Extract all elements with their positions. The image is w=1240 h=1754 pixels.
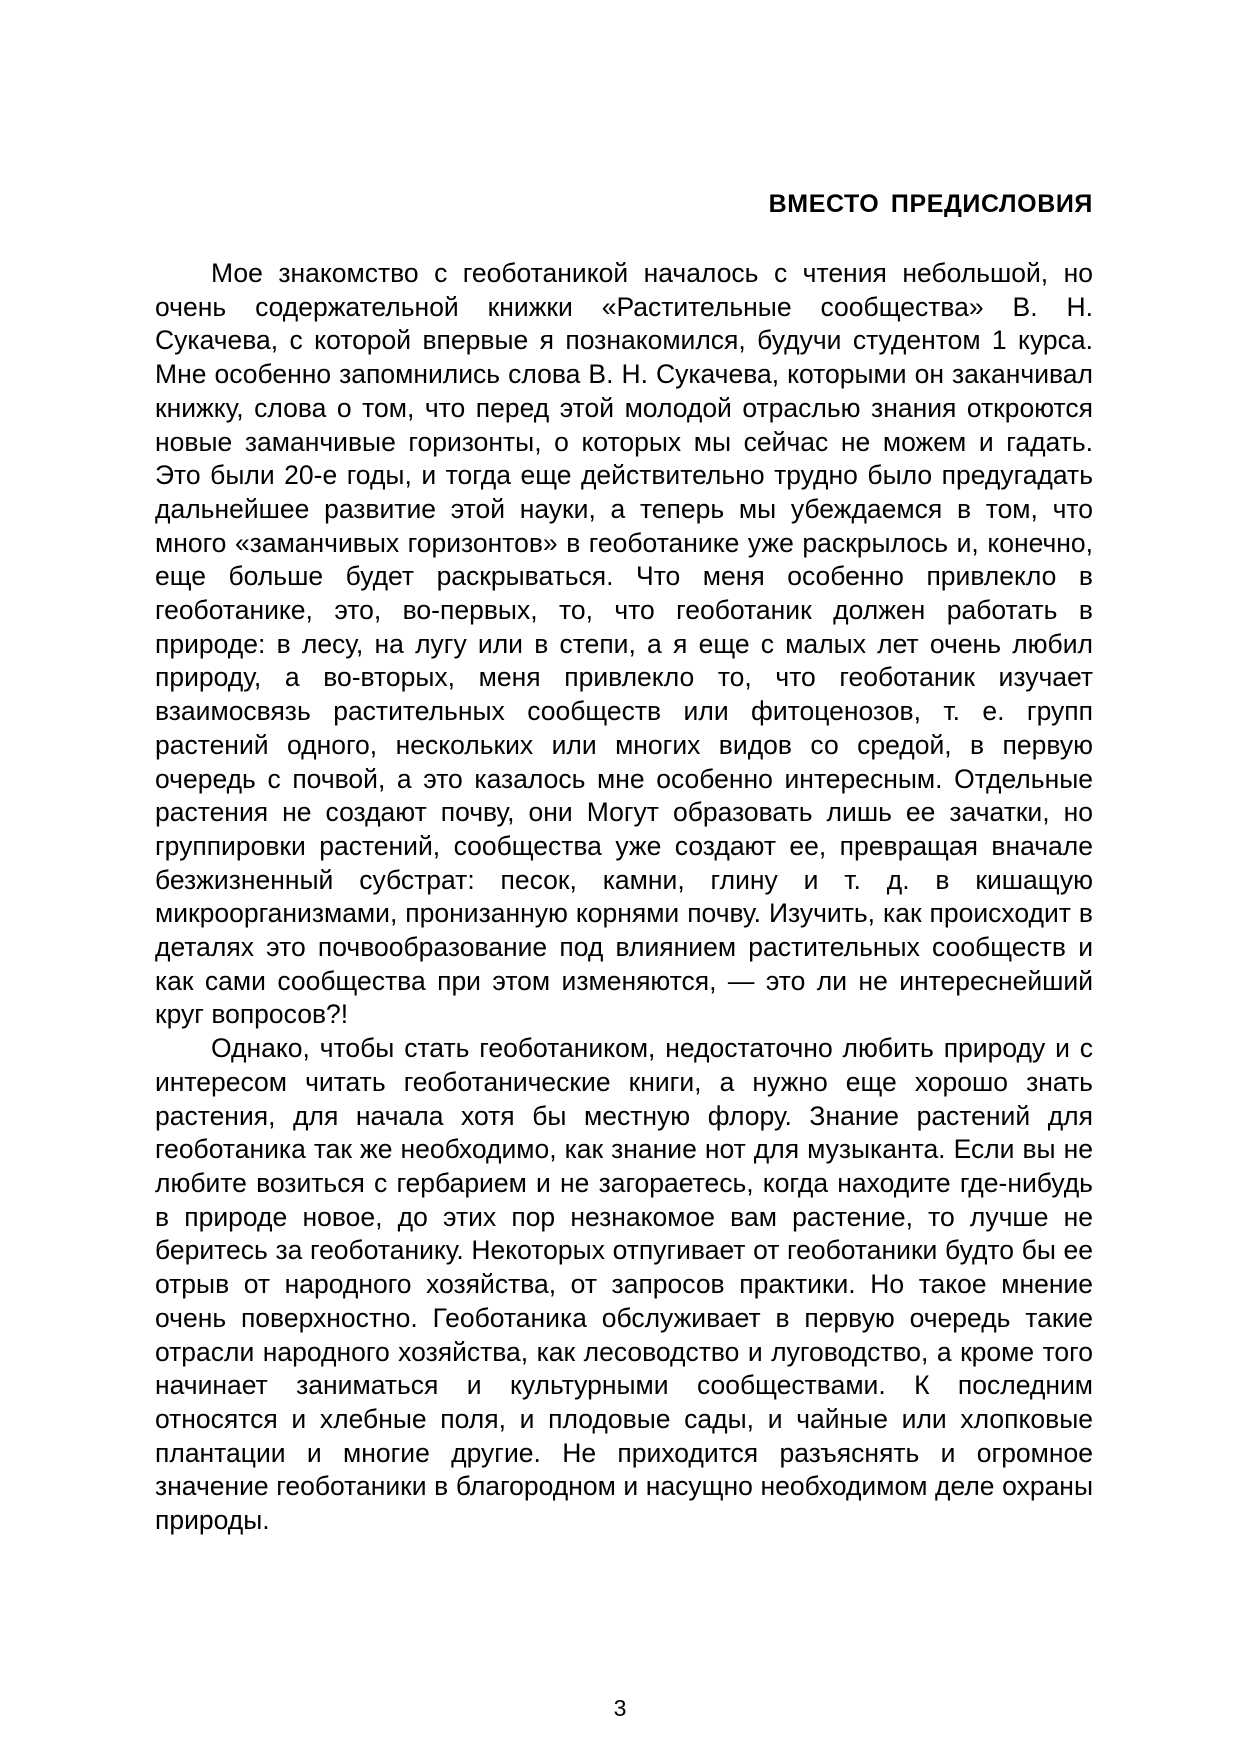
chapter-heading: ВМЕСТО ПРЕДИСЛОВИЯ	[768, 190, 1093, 218]
paragraph-2: Однако, чтобы стать геоботаником, недостаточно любить природу и с интересом читать геоботанические книги, а нужно еще хорошо знать растения, для начала хотя бы местную флору. Знание растений для геоботаника так же необходимо, как знание нот для музыканта. Если вы не любите возиться с гербарием и не загораетесь, когда находите где-нибудь в природе новое, до этих пор незнакомое вам растение, то лучше не беритесь за геоботанику. Некоторых отпугивает от геоботаники будто бы ее отрыв от народного хозяйства, от запросов практики. Но такое мнение очень поверхностно. Геоботаника обслуживает в первую очередь такие отрасли народного хозяйства, как лесоводство и луговодство, а кроме того начинает заниматься и культурными сообществами. К последним относятся и хлебные поля, и плодовые сады, и чайные или хлопковые плантации и многие другие. Не приходится разъяснять и огромное значение геоботаники в благородном и насущно необходимом деле охраны природы.	[155, 1033, 1093, 1536]
body-text	[155, 257, 1093, 1538]
page-number: 3	[613, 1695, 627, 1721]
paragraph-1: Мое знакомство с геоботаникой началось с чтения небольшой, но очень содержательной книжки «Растительные сообщества» В. Н. Сукачева, с которой впервые я познакомился, будучи студентом 1 курса. Мне особенно запомнились слова В. Н. Сукачева, которыми он заканчивал книжку, слова о том, что перед этой молодой отраслью знания откроются новые заманчивые горизонты, о которых мы сейчас не можем и гадать. Это были 20-е годы, и тогда еще действительно трудно было предугадать дальнейшее развитие этой науки, а теперь мы убеждаемся в том, что много «заманчивых горизонтов» в геоботанике уже раскрылось и, конечно, еще больше будет раскрываться. Что меня особенно привлекло в геоботанике, это, во-первых, то, что геоботаник должен работать в природе: в лесу, на лугу или в степи, а я еще с малых лет очень любил природу, а во-вторых, меня привлекло то, что геоботаник изучает взаимосвязь растительных сообществ или фитоценозов, т. е. групп растений одного, нескольких или многих видов со средой, в первую очередь с почвой, а это казалось мне особенно интересным. Отдельные растения не создают почву, они Могут образовать лишь ее зачатки, но группировки растений, сообщества уже создают ее, превращая вначале безжизненный субстрат: песок, камни, глину и т. д. в кишащую микроорганизмами, пронизанную корнями почву. Изучить, как происходит в деталях это почвообразование под влиянием растительных сообществ и как сами сообщества при этом изменяются, — это ли не интереснейший круг вопросов?!	[155, 258, 1093, 1030]
